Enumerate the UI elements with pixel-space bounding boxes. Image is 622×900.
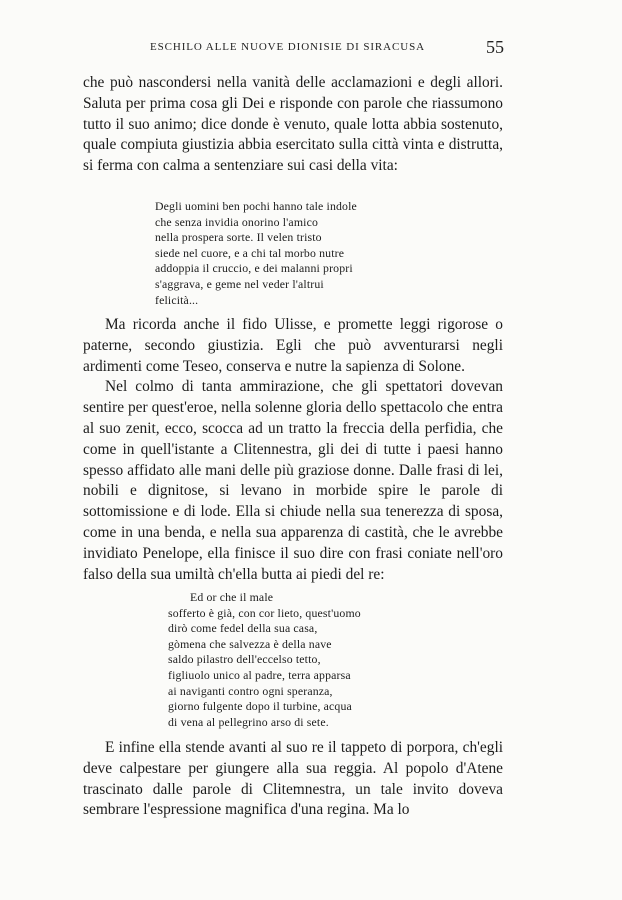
verse-quote-2 bbox=[168, 590, 361, 730]
verse-line: ai naviganti contro ogni speranza, bbox=[168, 683, 333, 698]
paragraph-1: che può nascondersi nella vanità delle acclamazioni e degli allori. Saluta per prima cosa gli Dei e risponde con parole che riassumono tutto il suo animo; dice donde è venuto, quale lotta abbia sostenuto, quale compiuta giustizia abbia esercitato sulla città vinta e distrutta, si ferma con calma a sentenziare sui casi della vita: bbox=[83, 74, 503, 175]
verse-line: Degli uomini ben pochi hanno tale indole bbox=[155, 199, 357, 213]
page-number: 55 bbox=[486, 37, 504, 57]
paragraph-2: Ma ricorda anche il fido Ulisse, e promette leggi rigorose o paterne, secondo giustizia. Egli che può avventurarsi negli ardimenti come Teseo, conserva e nutre la sapienza di Solone. bbox=[83, 316, 503, 375]
verse-line: dirò come fedel della sua casa, bbox=[168, 621, 318, 636]
verse-line: saldo pilastro dell'eccelso tetto, bbox=[168, 652, 321, 667]
verse-line: addoppia il cruccio, e dei malanni propri bbox=[155, 261, 353, 276]
running-title: ESCHILO ALLE NUOVE DIONISIE DI SIRACUSA bbox=[150, 41, 425, 53]
verse-line: di vena al pellegrino arso di sete. bbox=[168, 714, 329, 729]
verse-quote-1 bbox=[155, 199, 357, 308]
verse-line: felicità... bbox=[155, 292, 199, 307]
verse-line: s'aggrava, e geme nel veder l'altrui bbox=[155, 276, 324, 291]
paragraph-3: Nel colmo di tanta ammirazione, che gli spettatori dovevan sentire per quest'eroe, nella solenne gloria dello spettacolo che entra al suo zenit, ecco, scocca ad un tratto la freccia della perfidia, che come in quell'istante a Clitennestra, gli dei di tutte i paesi hanno spesso affidato alle mani delle più graziose donne. Dalle frasi di lei, nobili e dignitose, si levano in morbide spire le parole di sottomissione e di lode. Ella si chiude nella sua tenerezza di sposa, come in una benda, e nella sua apparenza di castità, che le avrebbe invidiato Penelope, ella finisce il suo dire con frasi coniate nell'oro falso della sua umiltà ch'ella butta ai piedi del re: bbox=[83, 378, 503, 583]
paragraph-4: E infine ella stende avanti al suo re il tappeto di porpora, ch'egli deve calpestare per giungere alla sua reggia. Al popolo d'Atene trascinato dalle parole di Clitemnestra, un tale invito doveva sembrare l'espressione magnifica d'una regina. Ma lo bbox=[83, 739, 503, 819]
verse-line: che senza invidia onorino l'amico bbox=[155, 214, 319, 229]
verse-line: nella prospera sorte. Il velen tristo bbox=[155, 230, 322, 245]
verse-line: giorno fulgente dopo il turbine, acqua bbox=[168, 699, 352, 714]
verse-line: siede nel cuore, e a chi tal morbo nutre bbox=[155, 245, 345, 260]
prose-block-2 bbox=[83, 315, 503, 585]
verse-line: Ed or che il male bbox=[190, 590, 274, 604]
verse-line: gòmena che salvezza è della nave bbox=[168, 636, 332, 651]
prose-block-1 bbox=[83, 73, 503, 177]
prose-block-3 bbox=[83, 738, 503, 821]
verse-line: figliuolo unico al padre, terra apparsa bbox=[168, 667, 351, 682]
verse-line: sofferto è già, con cor lieto, quest'uomo bbox=[168, 605, 361, 620]
